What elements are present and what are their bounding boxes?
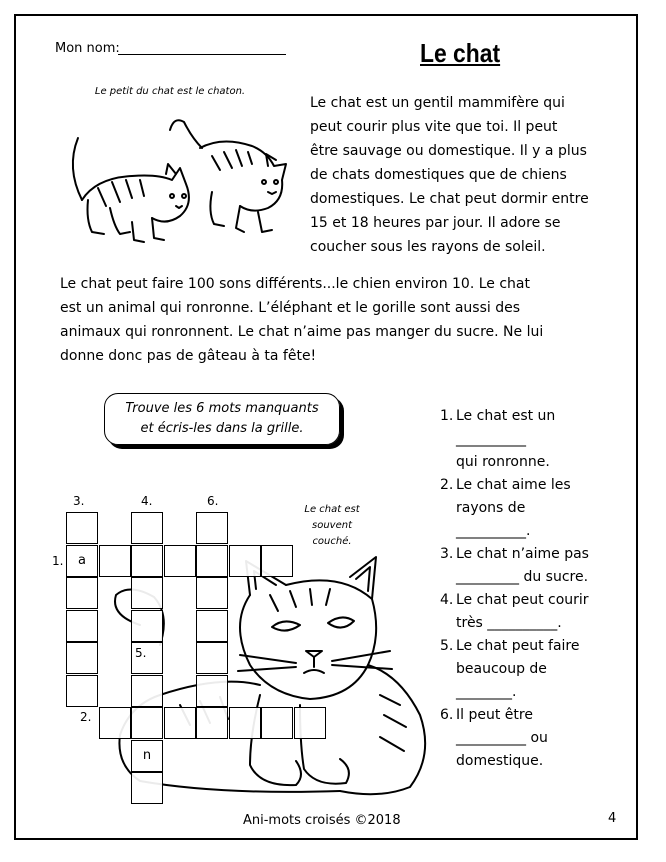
clue-text: rayons de: [456, 500, 526, 516]
given-letter: n: [142, 747, 152, 763]
clue-text: Le chat peut courir: [456, 592, 589, 608]
page-number: 4: [608, 811, 617, 826]
grid-number-4: 4.: [141, 494, 153, 508]
clue-number: 2.: [440, 477, 454, 493]
grid-number-6: 6.: [207, 494, 219, 508]
grid-cell[interactable]: [131, 610, 163, 642]
instruction-line: Trouve les 6 mots manquants: [125, 401, 319, 416]
grid-cell[interactable]: [66, 545, 98, 577]
grid-cell[interactable]: [131, 545, 163, 577]
clue-blank: ________.: [456, 684, 517, 700]
clue-text: Le chat peut faire: [456, 638, 580, 654]
clue-text: domestique.: [456, 753, 544, 769]
footer-credit: Ani-mots croisés ©2018: [243, 813, 401, 828]
clue-text: beaucoup de: [456, 661, 547, 677]
intro-line: Le chat est un gentil mammifère qui: [310, 95, 565, 111]
grid-cell[interactable]: [66, 512, 98, 544]
grid-cell[interactable]: [99, 545, 131, 577]
name-field-line[interactable]: [118, 54, 286, 55]
cat-caption-line: souvent: [312, 520, 352, 531]
paragraph-line: Le chat peut faire 100 sons différents...le chien environ 10. Le chat: [60, 276, 530, 292]
instruction-box: [104, 393, 340, 445]
grid-cell[interactable]: [164, 545, 196, 577]
clue-4: [440, 589, 620, 635]
kittens-illustration: [62, 108, 300, 250]
grid-cell[interactable]: [294, 707, 326, 739]
grid-cell[interactable]: [66, 577, 98, 609]
intro-line: domestiques. Le chat peut dormir entre: [310, 191, 589, 207]
grid-cell[interactable]: [261, 545, 293, 577]
grid-cell[interactable]: [196, 577, 228, 609]
grid-number-3: 3.: [73, 494, 85, 508]
given-letter: a: [78, 552, 86, 568]
grid-cell[interactable]: [229, 545, 261, 577]
grid-cell[interactable]: [66, 675, 98, 707]
clue-text: Le chat n’aime pas: [456, 546, 589, 562]
grid-cell[interactable]: [66, 610, 98, 642]
grid-cell[interactable]: [196, 675, 228, 707]
grid-cell[interactable]: [196, 642, 228, 674]
clue-list: [440, 405, 620, 773]
cat-caption-line: Le chat est: [304, 504, 360, 515]
clue-number: 6.: [440, 707, 454, 723]
grid-cell[interactable]: [131, 675, 163, 707]
clue-text: très __________.: [456, 615, 562, 631]
paragraph-line: donne donc pas de gâteau à ta fête!: [60, 348, 317, 364]
clue-number: 1.: [440, 408, 454, 424]
kittens-caption: Le petit du chat est le chaton.: [94, 86, 246, 97]
page-title: Le chat: [420, 38, 501, 68]
clue-text: qui ronronne.: [456, 454, 550, 470]
grid-cell[interactable]: [261, 707, 293, 739]
intro-line: peut courir plus vite que toi. Il peut: [310, 119, 558, 135]
clue-text: Il peut être: [456, 707, 533, 723]
clue-text: __________ ou: [456, 730, 548, 746]
paragraph-line: est un animal qui ronronne. L’éléphant et le gorille sont aussi des: [60, 300, 521, 316]
grid-cell[interactable]: [131, 772, 163, 804]
grid-cell[interactable]: [131, 740, 163, 772]
grid-cell[interactable]: [66, 642, 98, 674]
name-label: Mon nom:: [55, 41, 120, 56]
grid-number-1: 1.: [52, 554, 64, 568]
clue-6: [440, 704, 620, 773]
intro-paragraph: [310, 91, 610, 259]
grid-cell[interactable]: [229, 707, 261, 739]
clue-text: _________ du sucre.: [456, 569, 589, 585]
clue-5: [440, 635, 620, 704]
grid-number-5: 5.: [135, 646, 147, 660]
grid-number-2: 2.: [80, 710, 92, 724]
intro-line: être sauvage ou domestique. Il y a plus: [310, 143, 587, 159]
grid-cell[interactable]: [131, 512, 163, 544]
clue-1: [440, 405, 620, 474]
instruction-line: et écris-les dans la grille.: [140, 421, 304, 436]
grid-cell[interactable]: [196, 512, 228, 544]
intro-line: coucher sous les rayons de soleil.: [310, 239, 546, 255]
grid-cell[interactable]: [196, 545, 228, 577]
clue-2: [440, 474, 620, 543]
grid-cell[interactable]: [196, 610, 228, 642]
grid-cell[interactable]: [164, 707, 196, 739]
clue-blank: __________: [456, 431, 526, 447]
intro-line: 15 et 18 heures par jour. Il adore se: [310, 215, 561, 231]
grid-cell[interactable]: [131, 707, 163, 739]
clue-number: 4.: [440, 592, 454, 608]
intro-line: de chats domestiques que de chiens: [310, 167, 567, 183]
grid-cell[interactable]: [99, 707, 131, 739]
clue-number: 5.: [440, 638, 454, 654]
clue-text: Le chat est un: [456, 408, 556, 424]
grid-cell[interactable]: [131, 577, 163, 609]
facts-paragraph: [60, 272, 600, 368]
grid-cell[interactable]: [196, 707, 228, 739]
clue-text: Le chat aime les: [456, 477, 571, 493]
clue-3: [440, 543, 620, 589]
clue-number: 3.: [440, 546, 454, 562]
paragraph-line: animaux qui ronronnent. Le chat n’aime pas manger du sucre. Ne lui: [60, 324, 544, 340]
cat-caption: [296, 502, 368, 550]
cat-caption-line: couché.: [312, 536, 352, 547]
clue-blank: __________.: [456, 523, 531, 539]
